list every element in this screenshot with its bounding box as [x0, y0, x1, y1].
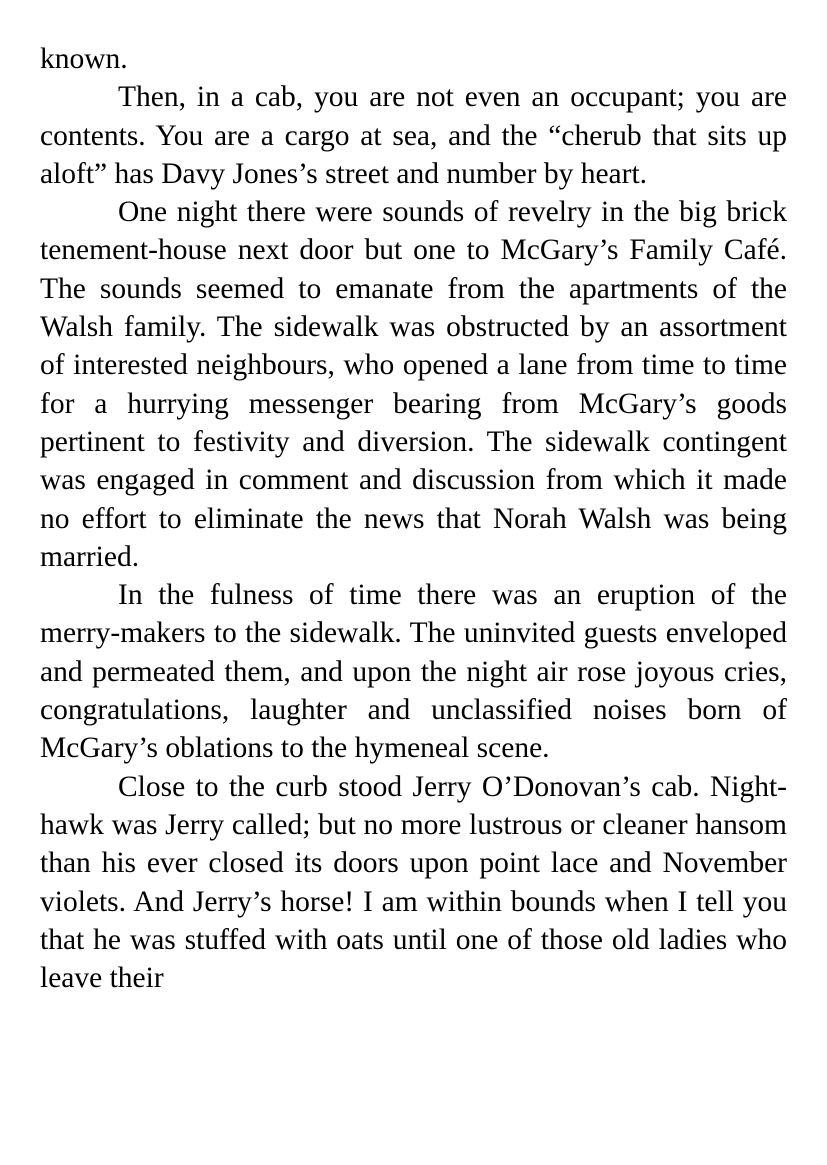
paragraph-5: Close to the curb stood Jerry O’Donovan’s cab. Night-hawk was Jerry called; but no more lustrous or cleaner hansom than his ever closed its doors upon point lace and November violets. And Jerry’s horse! I am within bounds when I tell you that he was stuffed with oats until one of those old ladies who leave their: [40, 770, 787, 995]
paragraph-3: One night there were sounds of revelry in the big brick tenement-house next door but one to McGary’s Family Café. The sounds seemed to emanate from the apartments of the Walsh family. The sidewalk was obstructed by an assortment of interested neighbours, who opened a lane from time to time for a hurrying messenger bearing from McGary’s goods pertinent to festivity and diversion. The sidewalk contingent was engaged in comment and discussion from which it made no effort to eliminate the news that Norah Walsh was being married.: [40, 196, 787, 573]
paragraph-2: Then, in a cab, you are not even an occupant; you are contents. You are a cargo at sea, and the “cherub that sits up aloft” has Davy Jones’s street and number by heart.: [40, 81, 787, 190]
paragraph-4: In the fulness of time there was an eruption of the merry-makers to the sidewalk. The uninvited guests enveloped and permeated them, and upon the night air rose joyous cries, congratulations, laughter and unclassified noises born of McGary’s oblations to the hymeneal scene.: [40, 579, 787, 765]
paragraph-1: known.: [40, 43, 128, 75]
page-body: [40, 40, 787, 997]
